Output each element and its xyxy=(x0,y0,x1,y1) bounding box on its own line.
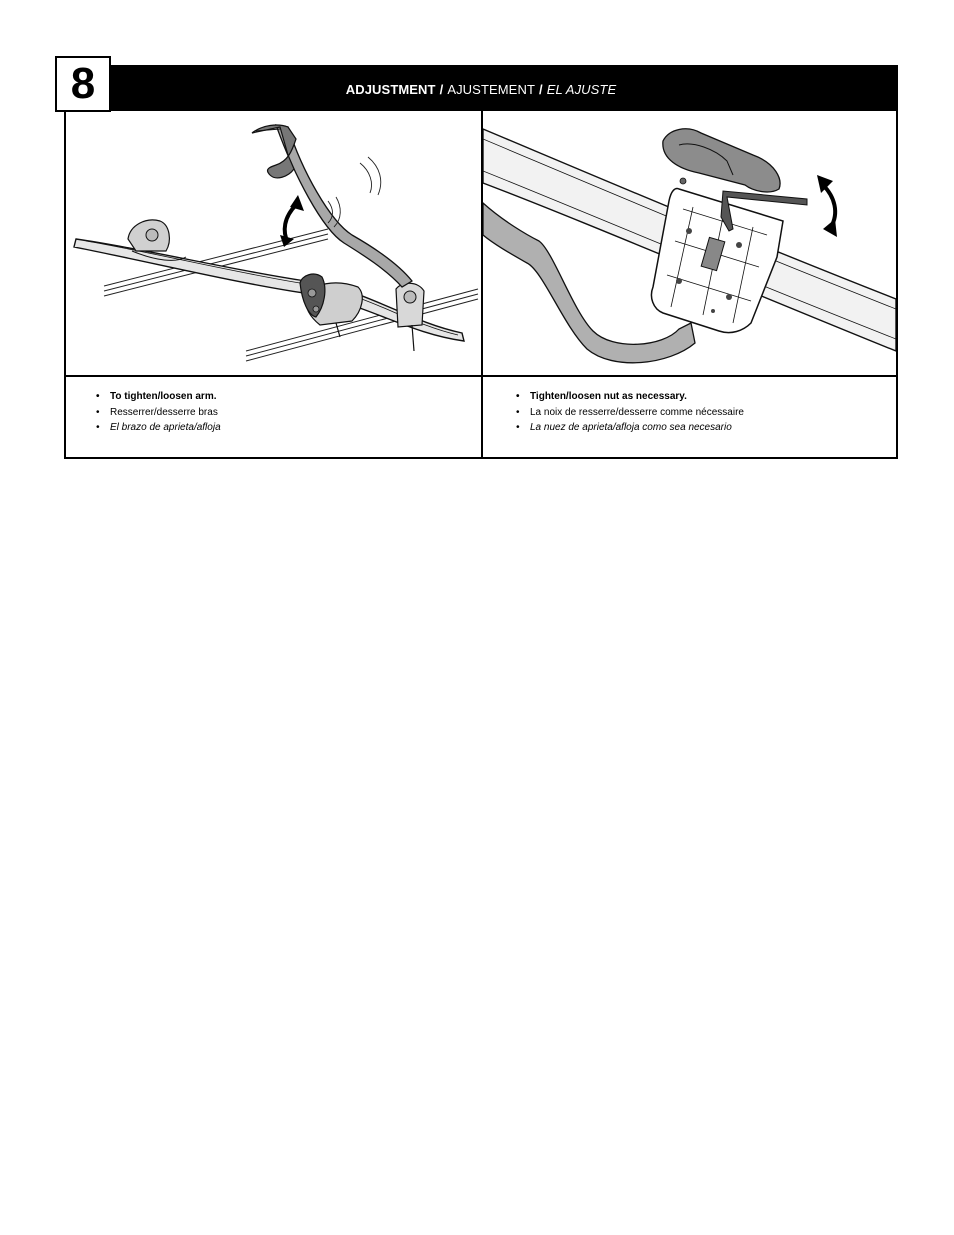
right-notes xyxy=(516,389,744,436)
header-title-fr: AJUSTEMENT xyxy=(447,81,535,97)
section-header xyxy=(66,67,896,111)
left-illustration-panel xyxy=(66,111,483,375)
left-notes-list xyxy=(96,389,221,436)
note-es: • La nuez de aprieta/afloja como sea necesario xyxy=(516,420,744,436)
step-number-text: 8 xyxy=(70,59,96,108)
note-fr: • Resserrer/desserre bras xyxy=(96,405,221,421)
right-notes-list xyxy=(516,389,744,436)
bike-rack-arm-illustration xyxy=(66,111,481,375)
instruction-frame xyxy=(64,65,898,459)
note-fr: • La noix de resserre/desserre comme nécessaire xyxy=(516,405,744,421)
right-illustration-panel xyxy=(483,111,896,375)
note-es: • El brazo de aprieta/afloja xyxy=(96,420,221,436)
note-en: • Tighten/loosen nut as necessary. xyxy=(516,389,744,405)
header-separator: / xyxy=(439,81,444,97)
hex-key-nut-illustration xyxy=(483,111,896,375)
header-title-en: ADJUSTMENT xyxy=(345,81,436,97)
note-en: • To tighten/loosen arm. xyxy=(96,389,221,405)
header-separator: / xyxy=(538,81,543,97)
column-divider xyxy=(481,377,483,457)
curved-double-arrow-icon xyxy=(280,195,304,247)
curved-double-arrow-icon xyxy=(817,175,837,237)
left-notes xyxy=(96,389,221,436)
header-title-es: EL AJUSTE xyxy=(546,81,617,97)
step-number xyxy=(55,56,111,112)
